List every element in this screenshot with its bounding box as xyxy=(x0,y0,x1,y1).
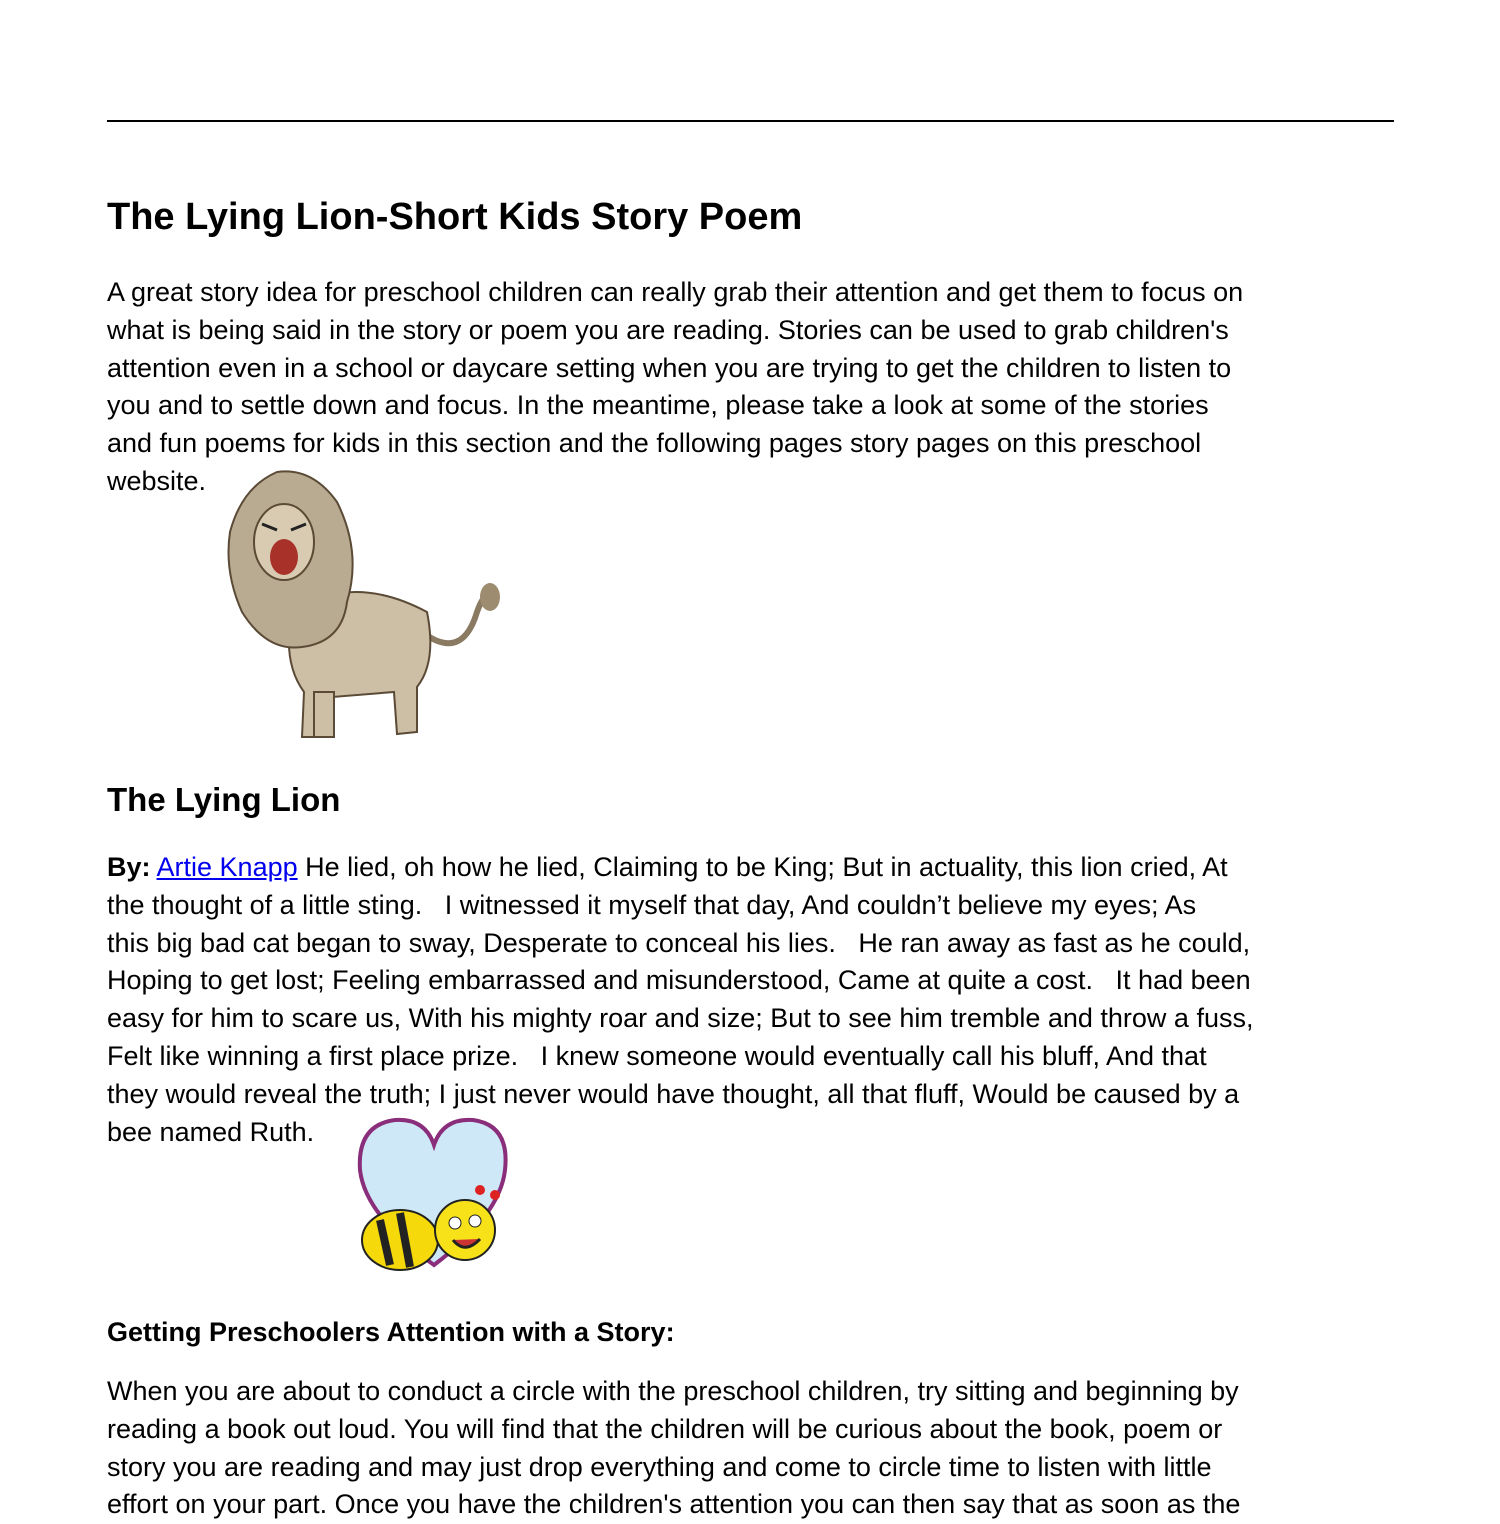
text-line: Felt like winning a first place prize. I knew someone would eventually call his bluff, And that xyxy=(107,1040,1207,1071)
text-line: A great story idea for preschool children can really grab their attention and get them to focus on xyxy=(107,277,1244,307)
section-paragraph xyxy=(107,1373,1407,1524)
text-line: the thought of a little sting. I witnessed it myself that day, And couldn’t believe my eyes; As xyxy=(107,889,1197,920)
text-line: effort on your part. Once you have the children's attention you can then say that as soon as the xyxy=(107,1489,1241,1520)
by-label: By: xyxy=(107,852,151,882)
text-line: they would reveal the truth; I just never would have thought, all that fluff, Would be caused by a xyxy=(107,1078,1240,1109)
text-line: story you are reading and may just drop everything and come to circle time to listen with little xyxy=(107,1451,1212,1482)
poem-heading: The Lying Lion xyxy=(107,781,341,818)
text-line: what is being said in the story or poem you are reading. Stories can be used to grab children's xyxy=(107,314,1229,345)
section-heading: Getting Preschoolers Attention with a Story: xyxy=(107,1317,675,1347)
poem-paragraph xyxy=(107,849,1407,1151)
text-line: you and to settle down and focus. In the meantime, please take a look at some of the stories xyxy=(107,390,1209,421)
header-rule xyxy=(107,120,1394,122)
author-link[interactable]: Artie Knapp xyxy=(156,852,298,882)
poem-text: He lied, oh how he lied, Claiming to be King; But in actuality, this lion cried, At xyxy=(297,852,1228,882)
lion-illustration xyxy=(222,462,512,747)
bee-heart-illustration xyxy=(355,1115,513,1283)
text-line: When you are about to conduct a circle with the preschool children, try sitting and beginning by xyxy=(107,1376,1239,1406)
text-line: easy for him to scare us, With his mighty roar and size; But to see him tremble and throw a fuss, xyxy=(107,1003,1254,1034)
text-line: and fun poems for kids in this section and the following pages story pages on this preschool xyxy=(107,428,1202,459)
text-line: bee named Ruth. xyxy=(107,1116,315,1147)
text-line: attention even in a school or daycare setting when you are trying to get the children to listen to xyxy=(107,352,1232,383)
text-line: this big bad cat began to sway, Desperate to conceal his lies. He ran away as fast as he could, xyxy=(107,927,1251,958)
text-line: reading a book out loud. You will find that the children will be curious about the book, poem or xyxy=(107,1413,1223,1444)
text-line xyxy=(107,849,1407,887)
text-line: website. xyxy=(107,465,207,496)
page-title: The Lying Lion-Short Kids Story Poem xyxy=(107,196,803,238)
text-line: Hoping to get lost; Feeling embarrassed and misunderstood, Came at quite a cost. It had been xyxy=(107,965,1251,996)
